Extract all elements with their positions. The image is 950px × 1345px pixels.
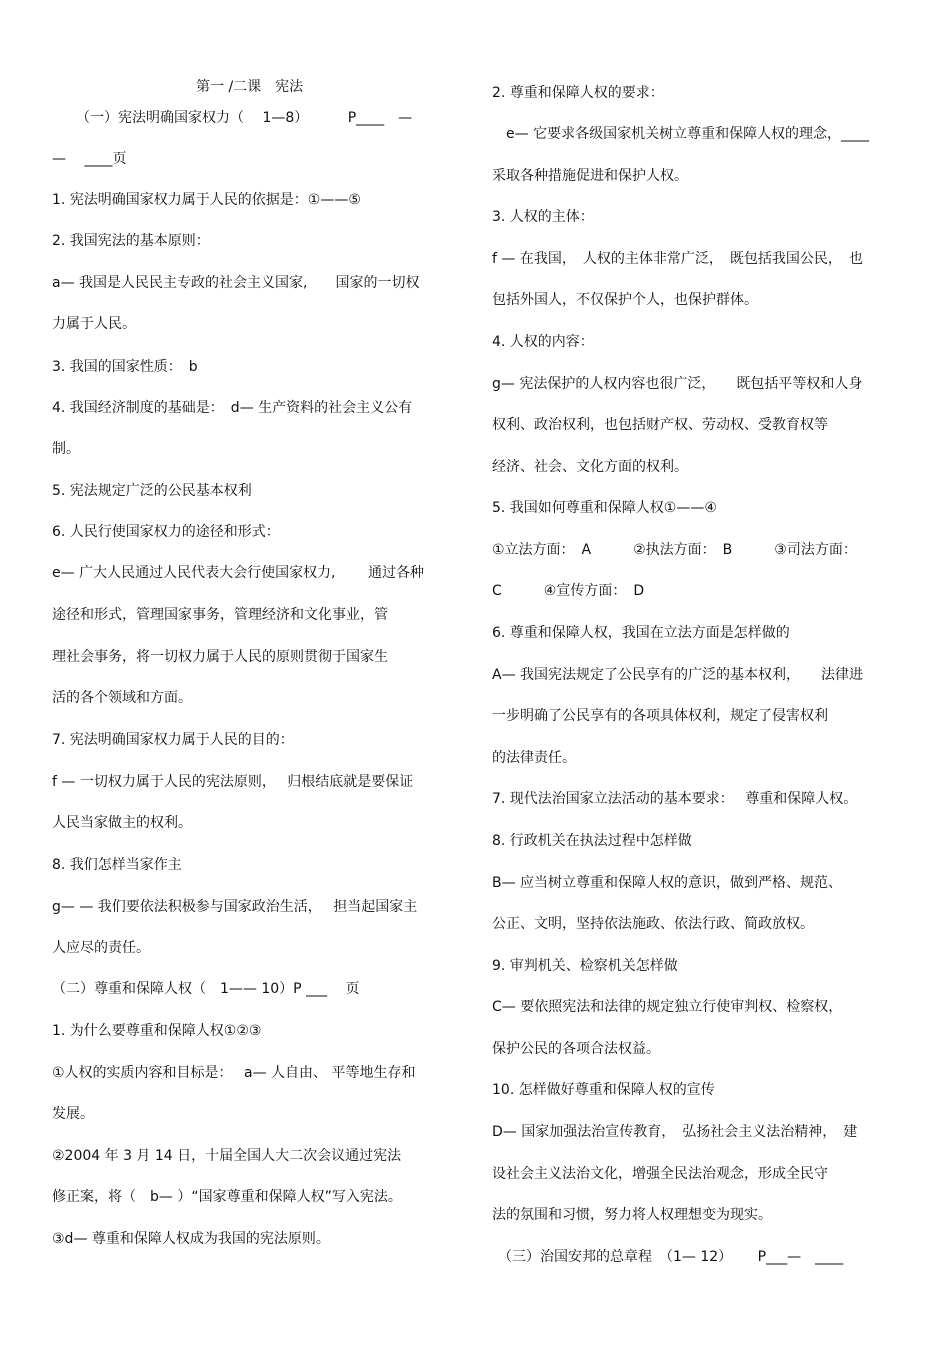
question-line: 4. 人权的内容： bbox=[492, 334, 594, 350]
answer-line: 理社会事务，将一切权力属于人民的原则贯彻于国家生 bbox=[52, 649, 388, 665]
answer-line: 人民当家做主的权利。 bbox=[52, 815, 192, 831]
answer-line: C— 要依照宪法和法律的规定独立行使审判权、检察权， bbox=[492, 999, 843, 1015]
answer-line: A— 我国宪法规定了公民享有的广泛的基本权利， 法律进 bbox=[492, 667, 864, 683]
answer-line: 公正、文明，坚持依法施政、依法行政、简政放权。 bbox=[492, 916, 814, 932]
question-line: 8. 我们怎样当家作主 bbox=[52, 857, 182, 873]
question-line: 1. 为什么要尊重和保障人权①②③ bbox=[52, 1023, 262, 1039]
question-line: 4. 我国经济制度的基础是： d— 生产资料的社会主义公有 bbox=[52, 400, 413, 416]
question-line: 5. 我国如何尊重和保障人权①——④ bbox=[492, 500, 717, 516]
answer-line: 法的氛围和习惯，努力将人权理想变为现实。 bbox=[492, 1207, 772, 1223]
question-line: 3. 我国的国家性质： b bbox=[52, 359, 198, 375]
question-line: 1. 宪法明确国家权力属于人民的依据是：①——⑤ bbox=[52, 192, 361, 208]
answer-line: e— 广大人民通过人民代表大会行使国家权力, 通过各种 bbox=[52, 565, 424, 581]
question-line: 2. 尊重和保障人权的要求： bbox=[492, 85, 664, 101]
section-heading: （一）宪法明确国家权力（ 1—8） P____ — bbox=[76, 110, 413, 126]
answer-line: 权利、政治权利，也包括财产权、劳动权、受教育权等 bbox=[492, 417, 828, 433]
question-line: 7. 宪法明确国家权力属于人民的目的： bbox=[52, 732, 294, 748]
question-line: 9. 审判机关、检察机关怎样做 bbox=[492, 958, 678, 974]
answer-line: C ④宣传方面： D bbox=[492, 583, 645, 599]
question-line: 6. 尊重和保障人权，我国在立法方面是怎样做的 bbox=[492, 625, 790, 641]
question-line: 7. 现代法治国家立法活动的基本要求： 尊重和保障人权。 bbox=[492, 791, 858, 807]
question-line: 10. 怎样做好尊重和保障人权的宣传 bbox=[492, 1082, 715, 1098]
question-line: 3. 人权的主体： bbox=[492, 209, 594, 225]
question-line: 6. 人民行使国家权力的途径和形式： bbox=[52, 524, 280, 540]
answer-line: 活的各个领域和方面。 bbox=[52, 690, 192, 706]
question-line: 2. 我国宪法的基本原则： bbox=[52, 233, 210, 249]
answer-line: 保护公民的各项合法权益。 bbox=[492, 1041, 660, 1057]
answer-line: 途径和形式，管理国家事务，管理经济和文化事业，管 bbox=[52, 607, 388, 623]
section-heading: （二）尊重和保障人权（ 1—— 10）P ___ 页 bbox=[52, 981, 360, 997]
answer-line: 经济、社会、文化方面的权利。 bbox=[492, 459, 688, 475]
question-line: 8. 行政机关在执法过程中怎样做 bbox=[492, 833, 692, 849]
answer-line: 人应尽的责任。 bbox=[52, 940, 150, 956]
answer-line: g— — 我们要依法积极参与国家政治生活， 担当起国家主 bbox=[52, 899, 418, 915]
answer-line: 发展。 bbox=[52, 1106, 94, 1122]
answer-line: 制。 bbox=[52, 441, 80, 457]
answer-line: 修正案，将（ b— ）“国家尊重和保障人权”写入宪法。 bbox=[52, 1189, 402, 1205]
answer-line: ①立法方面： A ②执法方面： B ③司法方面： bbox=[492, 542, 857, 558]
text-line: — ____页 bbox=[52, 151, 127, 167]
answer-line: 包括外国人，不仅保护个人，也保护群体。 bbox=[492, 292, 758, 308]
answer-line: 一步明确了公民享有的各项具体权利，规定了侵害权利 bbox=[492, 708, 828, 724]
answer-line: ③d— 尊重和保障人权成为我国的宪法原则。 bbox=[52, 1231, 330, 1247]
answer-line: g— 宪法保护的人权内容也很广泛， 既包括平等权和人身 bbox=[492, 376, 863, 392]
answer-line: ①人权的实质内容和目标是： a— 人自由、 平等地生存和 bbox=[52, 1065, 416, 1081]
answer-line: a— 我国是人民民主专政的社会主义国家, 国家的一切权 bbox=[52, 275, 420, 291]
answer-line: 采取各种措施促进和保护人权。 bbox=[492, 168, 688, 184]
answer-line: D— 国家加强法治宣传教育， 弘扬社会主义法治精神， 建 bbox=[492, 1124, 858, 1140]
section-heading: （三）治国安邦的总章程 （1— 12） P___— ____ bbox=[498, 1249, 844, 1265]
answer-line: f — 一切权力属于人民的宪法原则， 归根结底就是要保证 bbox=[52, 774, 414, 790]
question-line: 5. 宪法规定广泛的公民基本权利 bbox=[52, 483, 252, 499]
answer-line: e— 它要求各级国家机关树立尊重和保障人权的理念，____ bbox=[492, 126, 870, 142]
answer-line: f — 在我国， 人权的主体非常广泛， 既包括我国公民， 也 bbox=[492, 251, 863, 267]
answer-line: 的法律责任。 bbox=[492, 750, 576, 766]
answer-line: 设社会主义法治文化，增强全民法治观念，形成全民守 bbox=[492, 1166, 828, 1182]
answer-line: ②2004 年 3 月 14 日，十届全国人大二次会议通过宪法 bbox=[52, 1148, 402, 1164]
lesson-title: 第一 /二课 宪法 bbox=[196, 79, 304, 95]
answer-line: B— 应当树立尊重和保障人权的意识，做到严格、规范、 bbox=[492, 875, 843, 891]
answer-line: 力属于人民。 bbox=[52, 316, 136, 332]
